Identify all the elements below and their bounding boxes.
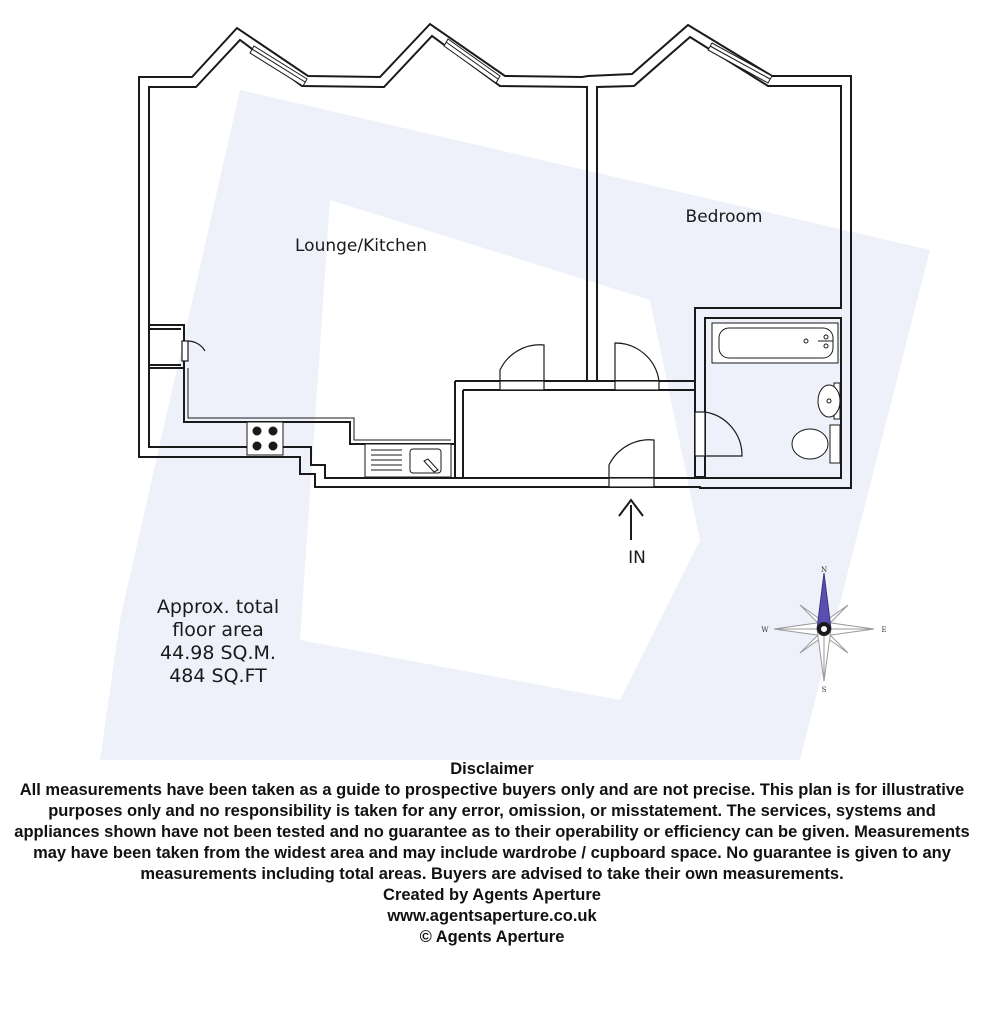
disclaimer xyxy=(14,759,970,948)
entrance-arrow xyxy=(619,500,643,540)
website-text: www.agentsaperture.co.uk xyxy=(387,907,597,925)
bath xyxy=(712,323,838,363)
entrance-label: IN xyxy=(628,548,646,568)
copyright-text: © Agents Aperture xyxy=(419,928,565,946)
area-line-1: Approx. total xyxy=(156,596,280,618)
area-line-2: floor area xyxy=(172,619,264,641)
kitchen-sink xyxy=(365,444,451,477)
credit-text: Created by Agents Aperture xyxy=(383,886,601,904)
disclaimer-title: Disclaimer xyxy=(450,760,534,778)
compass-west: W xyxy=(761,626,769,634)
windows xyxy=(250,39,772,86)
lounge-kitchen-label: Lounge/Kitchen xyxy=(295,236,427,256)
area-sqft: 484 SQ.FT xyxy=(169,665,267,687)
compass-north: N xyxy=(820,566,828,574)
disclaimer-body: All measurements have been taken as a guide to prospective buyers only and are not precise. This plan is for illustrative purposes only and no responsibility is taken for any error, omission, or misstatement. The services, systems and appliances shown have not been tested and no guarantee as to their operability or efficiency can be given. Measurements may have been taken from the widest area and may include wardrobe / cupboard space. No guarantee is given to any measurements including total areas. Buyers are advised to take their own measurements. xyxy=(14,781,970,883)
compass-east: E xyxy=(881,626,887,634)
floor-area-summary xyxy=(118,596,318,688)
area-sqm: 44.98 SQ.M. xyxy=(160,642,276,664)
hob xyxy=(247,422,283,455)
compass-south: S xyxy=(821,686,827,694)
bedroom-label: Bedroom xyxy=(685,207,763,227)
